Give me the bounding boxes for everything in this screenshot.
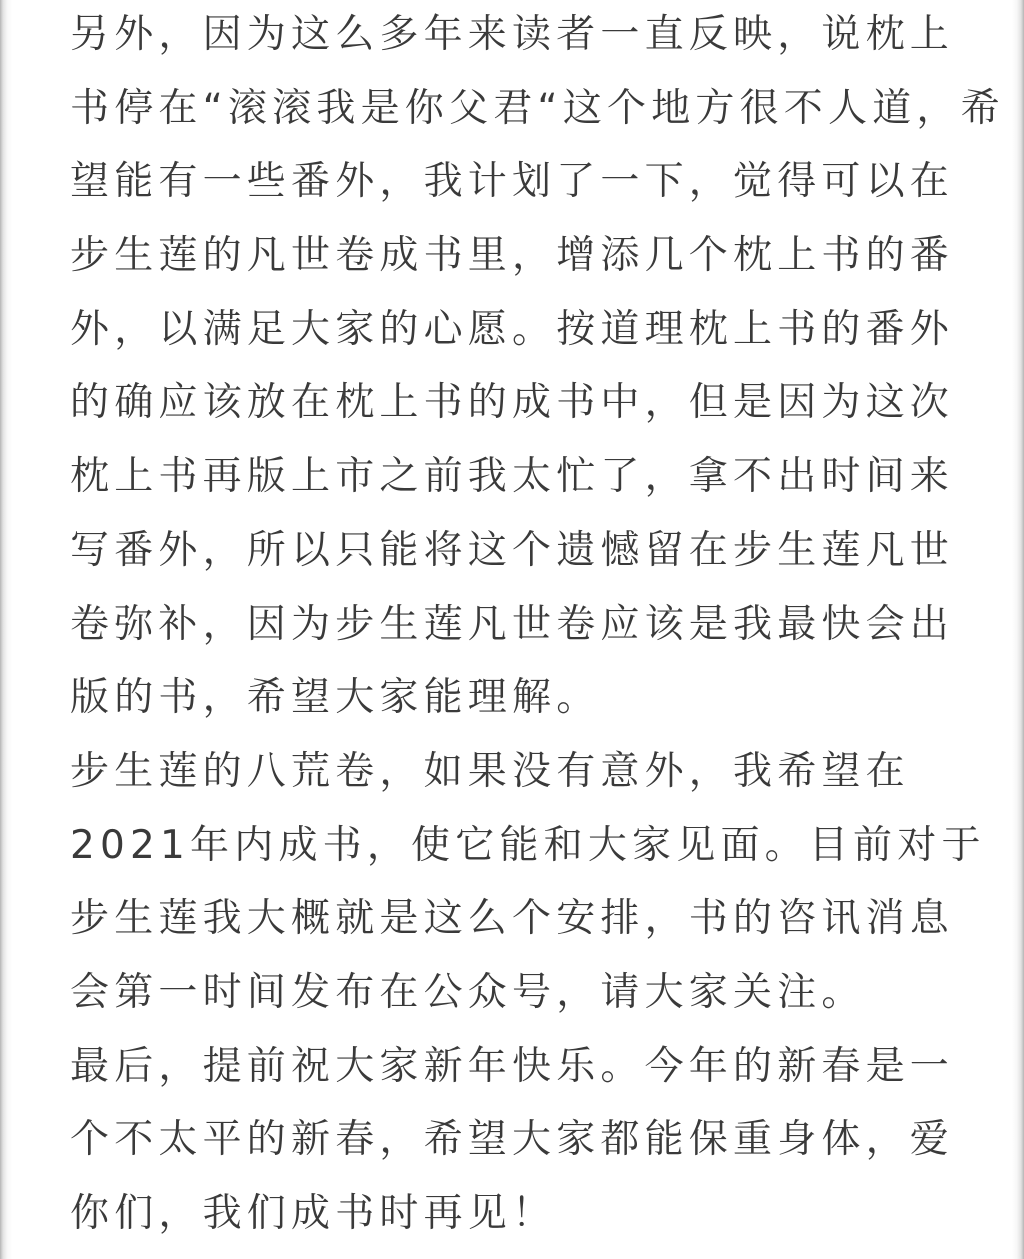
text-line: 个不太平的新春，希望大家都能保重身体，爱 bbox=[70, 1117, 955, 1163]
text-line: 版的书，希望大家能理解。 bbox=[70, 675, 601, 721]
text-line: 卷弥补，因为步生莲凡世卷应该是我最快会出 bbox=[70, 601, 955, 647]
text-line: 枕上书再版上市之前我太忙了，拿不出时间来 bbox=[70, 454, 955, 500]
text-line: 2021年内成书，使它能和大家见面。目前对于 bbox=[70, 822, 986, 868]
text-line: 的确应该放在枕上书的成书中，但是因为这次 bbox=[70, 380, 955, 426]
text-line: 书停在“滚滚我是你父君“这个地方很不人道，希 bbox=[70, 85, 1005, 131]
paragraph-new-year-greeting bbox=[70, 1030, 954, 1251]
text-line: 外，以满足大家的心愿。按道理枕上书的番外 bbox=[70, 306, 955, 352]
text-line: 最后，提前祝大家新年快乐。今年的新春是一 bbox=[70, 1043, 955, 1089]
text-line: 步生莲的八荒卷，如果没有意外，我希望在 bbox=[70, 748, 910, 794]
text-line: 写番外，所以只能将这个遗憾留在步生莲凡世 bbox=[70, 527, 955, 573]
text-line: 望能有一些番外，我计划了一下，觉得可以在 bbox=[70, 159, 955, 205]
text-line: 步生莲的凡世卷成书里，增添几个枕上书的番 bbox=[70, 233, 955, 279]
article-body bbox=[70, 0, 1005, 1251]
right-edge-shadow bbox=[1012, 0, 1024, 1259]
paragraph-bonus-chapters bbox=[70, 0, 1005, 735]
left-edge-shadow bbox=[0, 0, 12, 1259]
text-line: 你们，我们成书时再见！ bbox=[70, 1191, 557, 1236]
text-line: 步生莲我大概就是这么个安排，书的咨讯消息 bbox=[70, 896, 955, 942]
paragraph-publication-plan bbox=[70, 735, 986, 1030]
text-line: 另外，因为这么多年来读者一直反映，说枕上 bbox=[70, 12, 955, 57]
text-line: 会第一时间发布在公众号，请大家关注。 bbox=[70, 969, 866, 1015]
